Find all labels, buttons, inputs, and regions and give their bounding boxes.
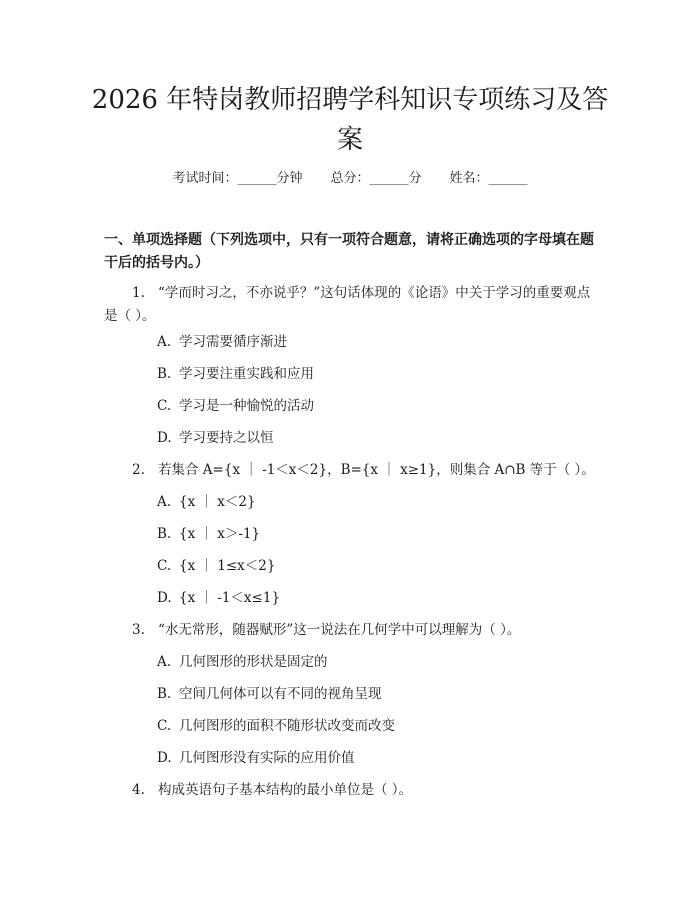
- exam-time-field: 考试时间：______分钟: [172, 171, 303, 186]
- option-2-c: [157, 557, 275, 575]
- option-letter: B.: [157, 686, 172, 702]
- question-number: 3.: [132, 622, 145, 638]
- option-3-a: [157, 653, 328, 671]
- option-text: {x ｜ 1≤x＜2}: [179, 558, 276, 574]
- option-letter: D.: [157, 750, 172, 766]
- option-1-a: [157, 333, 287, 351]
- name-field: 姓名：______: [449, 171, 528, 186]
- option-letter: D.: [157, 430, 172, 446]
- option-letter: D.: [157, 590, 172, 606]
- option-text: 学习要注重实践和应用: [179, 366, 314, 382]
- question-text: 若集合 A={x ｜ -1＜x＜2}，B={x ｜ x≥1}，则集合 A∩B 等于（ ）。: [158, 462, 595, 478]
- option-letter: A.: [157, 334, 172, 350]
- total-score-field: 总分：______分: [330, 171, 422, 186]
- question-text: “学而时习之，不亦说乎？”这句话体现的《论语》中关于学习的重要观点是（ ）。: [104, 285, 591, 324]
- exam-info-line: [0, 170, 700, 188]
- option-letter: B.: [157, 526, 172, 542]
- question-number: 2.: [132, 462, 145, 478]
- question-3: [132, 621, 520, 639]
- option-text: {x ｜ x＜2}: [179, 494, 256, 510]
- option-text: 几何图形的形状是固定的: [179, 654, 328, 670]
- option-text: 学习需要循序渐进: [179, 334, 287, 350]
- option-letter: A.: [157, 494, 172, 510]
- option-text: 几何图形的面积不随形状改变而改变: [179, 718, 395, 734]
- option-3-d: [157, 749, 355, 767]
- option-letter: A.: [157, 654, 172, 670]
- option-1-c: [157, 397, 314, 415]
- section-heading: 一、单项选择题（下列选项中，只有一项符合题意，请将正确选项的字母填在题干后的括号内。）: [104, 232, 594, 271]
- option-letter: C.: [157, 718, 172, 734]
- option-text: {x ｜ -1＜x≤1}: [179, 590, 281, 606]
- option-2-a: [157, 493, 256, 511]
- question-number: 4.: [132, 782, 145, 798]
- option-text: 学习要持之以恒: [179, 430, 274, 446]
- option-1-d: [157, 429, 274, 447]
- option-text: 空间几何体可以有不同的视角呈现: [179, 686, 382, 702]
- option-letter: B.: [157, 366, 172, 382]
- option-1-b: [157, 365, 314, 383]
- question-number: 1.: [132, 285, 145, 301]
- question-text: “水无常形，随器赋形”这一说法在几何学中可以理解为（ ）。: [158, 622, 521, 638]
- option-letter: C.: [157, 558, 172, 574]
- question-text: 构成英语句子基本结构的最小单位是（ ）。: [158, 782, 413, 798]
- option-text: 学习是一种愉悦的活动: [179, 398, 314, 414]
- option-2-d: [157, 589, 280, 607]
- option-text: 几何图形没有实际的应用价值: [179, 750, 355, 766]
- option-3-c: [157, 717, 395, 735]
- question-2: [132, 461, 595, 479]
- question-1: [104, 282, 598, 328]
- option-letter: C.: [157, 398, 172, 414]
- option-text: {x ｜ x＞-1}: [179, 526, 261, 542]
- option-2-b: [157, 525, 260, 543]
- option-3-b: [157, 685, 382, 703]
- question-4: [132, 781, 412, 799]
- document-title: 2026 年特岗教师招聘学科知识专项练习及答案: [91, 85, 609, 155]
